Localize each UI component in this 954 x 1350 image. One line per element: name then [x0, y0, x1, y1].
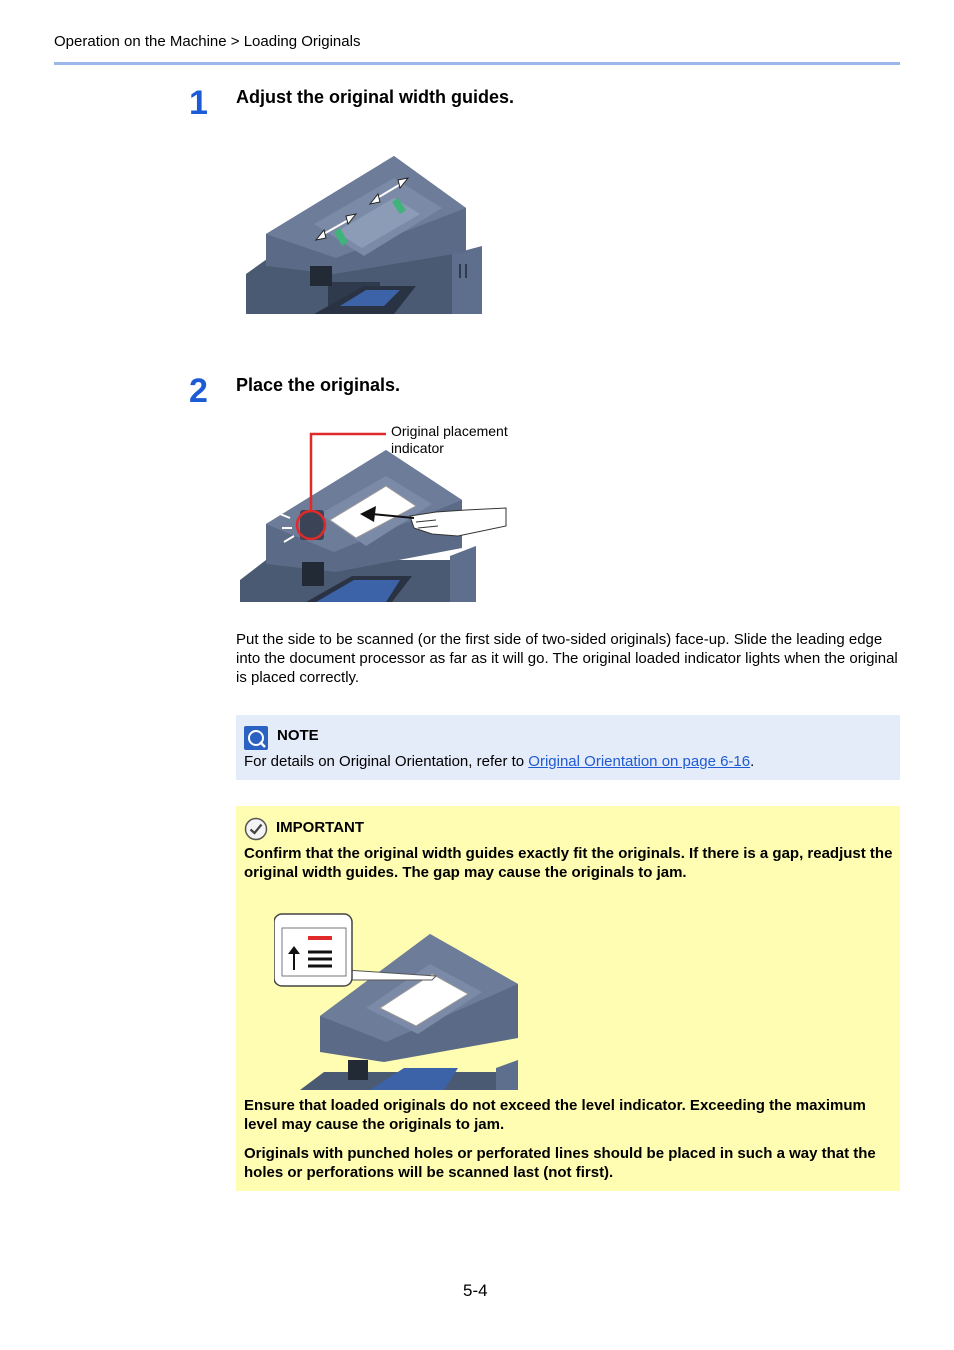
important-title: IMPORTANT [276, 819, 365, 836]
note-text-before: For details on Original Orientation, refer to [244, 753, 529, 770]
important-text-punched-holes: Originals with punched holes or perforated lines should be placed in such a way that the holes or perforations will be scanned last (not first). [244, 1145, 876, 1181]
note-box [236, 715, 900, 780]
step-1-number: 1 [189, 84, 208, 122]
header-rule [54, 62, 900, 65]
step-2-title: Place the originals. [236, 375, 401, 395]
note-title: NOTE [277, 727, 319, 744]
note-icon [244, 726, 268, 750]
checkmark-circle-icon [244, 817, 268, 841]
important-box [236, 806, 900, 1191]
printer-width-guides-illustration [244, 154, 486, 316]
page-number: 5-4 [463, 1281, 488, 1300]
placement-indicator-callout: Original placement indicator [391, 423, 508, 456]
note-text [244, 753, 754, 770]
important-text-level-indicator: Ensure that loaded originals do not exceed the level indicator. Exceeding the maximum level may cause the originals to jam. [244, 1097, 866, 1133]
original-orientation-link[interactable]: Original Orientation on page 6-16 [528, 753, 751, 770]
step-2-number: 2 [189, 372, 208, 410]
level-indicator-illustration [274, 912, 520, 1092]
breadcrumb: Operation on the Machine > Loading Originals [54, 33, 361, 50]
step-1-title: Adjust the original width guides. [236, 87, 514, 107]
note-text-after: . [750, 753, 755, 770]
instruction-paragraph: Put the side to be scanned (or the first side of two-sided originals) face-up. Slide the leading edge into the document processor as far as it will go. The original loaded indicator lights when the original is placed correctly. [236, 631, 898, 686]
important-text-width-guides: Confirm that the original width guides exactly fit the originals. If there is a gap, readjust the original width guides. The gap may cause the originals to jam. [244, 845, 893, 881]
